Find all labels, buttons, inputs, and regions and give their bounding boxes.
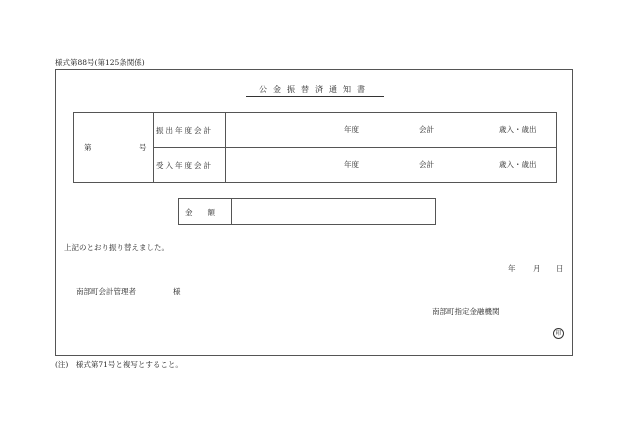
number-label-dai: 第 [84,143,92,152]
statement-text: 上記のとおり振り替えました。 [64,243,169,252]
amount-box [178,198,436,225]
row-label-dest: 受入年度会計 [154,148,226,183]
number-cell [74,113,154,183]
date-month: 月 [533,264,541,273]
date-day: 日 [556,264,564,273]
form-title: 公金振替済通知書 [259,85,371,94]
dest-year-label: 年度 [344,160,359,169]
addressee-honorific: 様 [173,287,181,296]
row-value-source [226,113,557,148]
form-reference: 様式第88号(第125条関係) [55,58,145,67]
title-underline [246,96,384,97]
seal-stamp: 印 [553,328,564,339]
source-account-label: 会計 [419,125,434,134]
dest-type-label: 歳入・歳出 [499,160,537,169]
dest-account-label: 会計 [419,160,434,169]
issuer-name: 南部町指定金融機関 [432,307,500,316]
source-type-label: 歳入・歳出 [499,125,537,134]
footnote: (注) 様式第71号と複写とすること。 [55,360,183,369]
date-year: 年 [508,264,516,273]
amount-label: 金 額 [185,208,215,217]
row-value-dest [226,148,557,183]
row-label-source: 振出年度会計 [154,113,226,148]
transfer-table [73,112,557,183]
addressee-name: 南部町会計管理者 [76,287,136,296]
source-year-label: 年度 [344,125,359,134]
amount-divider [231,199,232,224]
number-label-go: 号 [139,143,147,152]
